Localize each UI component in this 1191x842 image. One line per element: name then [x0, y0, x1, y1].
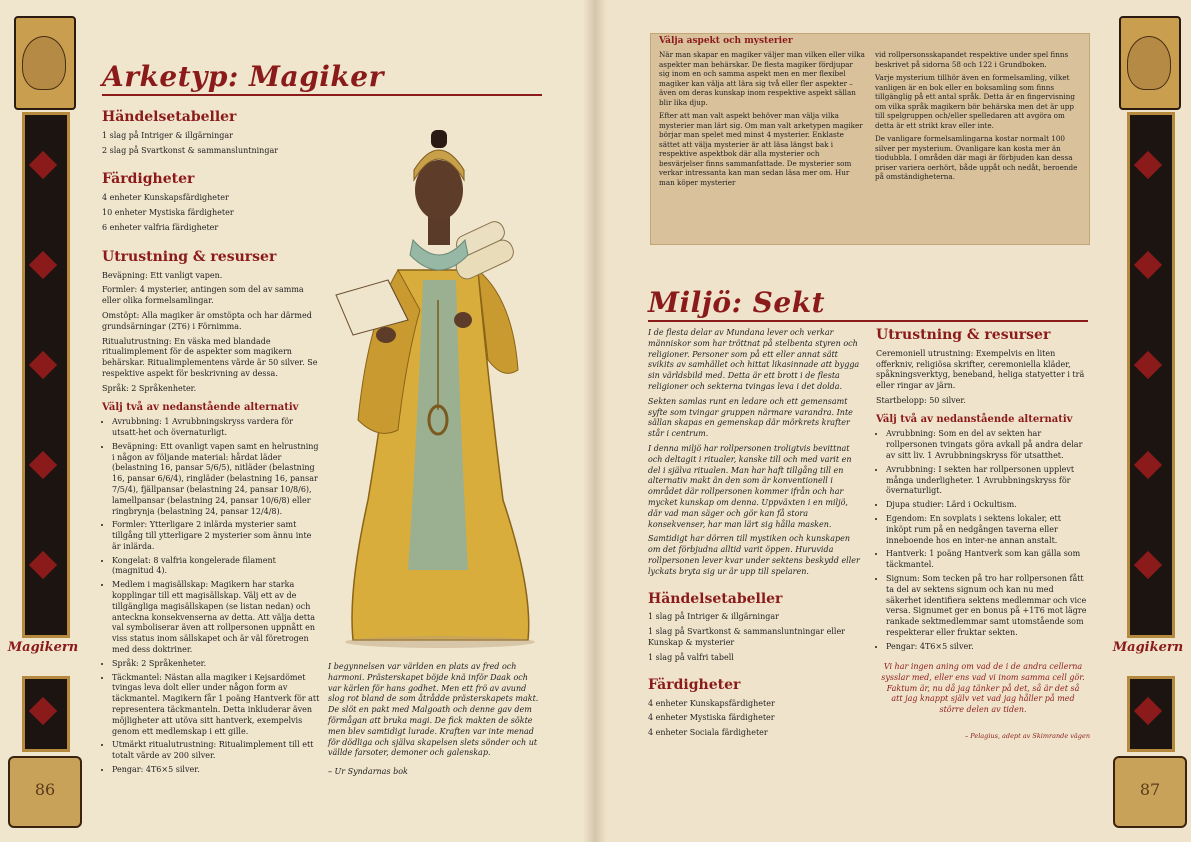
- table-line: 1 slag på valfri tabell: [648, 652, 734, 662]
- equipment-paragraph: Beväpning: Ett vanligt vapen.: [102, 270, 223, 280]
- skill-line: 4 enheter Sociala färdigheter: [648, 728, 768, 738]
- portrait-medallion-icon: [14, 16, 76, 110]
- list-item: • Utmärkt ritualutrustning: Ritualimplement till ett totalt värde av 200 silver.: [112, 740, 320, 762]
- quote-source: – Ur Syndarnas bok: [328, 767, 408, 777]
- skill-line: 4 enheter Kunskapsfärdigheter: [102, 193, 229, 203]
- right-ornamental-border: [1113, 16, 1183, 824]
- quote-text: I begynnelsen var världen en plats av fred och harmoni. Prästerskapet böjde knä inför Daak och var kärlen för hans godhet. Men ett frö av avund slog rot bland de som åtrådde prästerskapets makt. De slöt en pakt med Malgoath och denne gav dem förmågan att bruka magi. De fick makten de sökte men blev samtidigt lurade. Kraften var inte menad för dödliga och själva skapelsen slets sönder och ut vällde farsoter, demoner och galenskap.: [328, 662, 539, 758]
- title-rule: [648, 320, 1088, 322]
- alternatives-heading: Välj två av nedanstående alternativ: [876, 413, 1073, 425]
- table-line: 1 slag på Svartkonst & sammansluntningar eller Kunskap & mysterier: [648, 627, 845, 648]
- alternatives-list: [876, 429, 1088, 652]
- section-heading: Utrustning & resurser: [102, 248, 277, 265]
- page-gutter: [583, 0, 607, 842]
- ornamental-column-lower: [1127, 676, 1175, 752]
- section-title: Miljö: Sekt: [648, 286, 826, 319]
- equipment-paragraph: Omstöpt: Alla magiker är omstöpta och har därmed grundsärningar (2T6) i Förnimma.: [102, 311, 312, 331]
- ornamental-column: [1127, 112, 1175, 638]
- list-item: • Kongelat: 8 valfria kongelerade filament (magnitud 4).: [112, 556, 320, 578]
- left-ornamental-border: [8, 16, 78, 824]
- intro-paragraph: I denna miljö har rollpersonen troligtvis bevittnat och deltagit i ritualer, kanske till och med varit en del i själva ritualen. Man har haft tillgång till en alternativ makt än den som är konventionell i området där rollpersonen kommer ifrån och har mycket kunskap om denna. Uppväxten i en miljö, där vad man säger och gör kan få stora konsekvenser, har man lärt sig hålla masken.: [648, 443, 852, 529]
- box-paragraph: Varje mysterium tillhör även en formelsamling, vilket vanligen är en bok eller en boksamling som finns tillgänglig på ett antal språk. Detta är en fingervisning om vilka språk magikern bör behärska men det är upp till spelgruppen och/eller spelledaren att avgöra om detta är ett strikt krav eller inte.: [875, 73, 1075, 130]
- section-heading: Händelsetabeller: [648, 590, 783, 607]
- table-line: 2 slag på Svartkonst & sammansluntningar: [102, 145, 279, 155]
- equipment-paragraph: Formler: 4 mysterier, antingen som del av samma eller olika formelsamlingar.: [102, 285, 304, 306]
- alternatives-list: [102, 417, 320, 776]
- table-line: 1 slag på Intriger & illgärningar: [102, 130, 233, 140]
- skill-line: 4 enheter Kunskapsfärdigheter: [648, 698, 775, 708]
- box-paragraph: De vanligare formelsamlingarna kostar normalt 100 silver per mysterium. Ovanligare kan kosta mer än tiodubbla. I områden där magi är förbjuden kan dessa priser variera oerhört, både uppåt och nedåt, beroende på omständigheterna.: [875, 134, 1078, 181]
- equipment-paragraph: Ritualutrustning: En väska med blandade ritualimplement för de aspekter som magikern behärskar. Ritualimplementens värde är 50 silver. Se respektive aspekt för beskrivning av dessa.: [102, 336, 318, 379]
- intro-paragraph: Samtidigt har dörren till mystiken och kunskapen om det förbjudna alltid varit öppen. Huruvida rollpersonen lever kvar under sektens beskydd eller lyckats bryta sig ur är upp till spelaren.: [648, 534, 860, 576]
- mage-illustration: [328, 120, 548, 650]
- page-number-plate: [1113, 756, 1187, 828]
- section-heading: Färdigheter: [102, 171, 195, 188]
- sidebar-label: Magikern: [7, 640, 79, 655]
- intro-paragraph: I de flesta delar av Mundana lever och verkar människor som har tröttnat på stelbenta styren och religioner. Personer som på ett eller annat sätt svikits av samhället och hittat likasinnade att bygga sin världsbild med. Detta är ett brott i de flesta religioner och sekterna tvingas leva i det dolda.: [648, 328, 860, 391]
- ornamental-column: [22, 112, 70, 638]
- table-line: 1 slag på Intriger & illgärningar: [648, 612, 779, 622]
- skill-line: 4 enheter Mystiska färdigheter: [648, 713, 775, 723]
- list-item: • Formler: Ytterligare 2 inlärda mysterier samt tillgång till ytterligare 2 mysterier som ännu inte är inlärda.: [112, 520, 320, 552]
- box-paragraph: vid rollpersonsskapandet respektive under spel finns beskrivet på sidorna 58 och 122 i Grundboken.: [875, 50, 1069, 69]
- list-item: • Pengar: 4T6×5 silver.: [112, 765, 320, 776]
- box-paragraph: Efter att man valt aspekt behöver man välja vilka mysterier man lärt sig. Om man valt arketypen magiker börjar man spelet med minst 4 mysterier. Enklaste sättet att välja mysterier är att läsa längst bak i respektive aspektbok där alla mysterier och besvärjelser finns sammanfattade. De mysterier som verkar intressanta kan man sedan läsa mer om. Hur man köper mysterier: [659, 111, 863, 187]
- flavor-quote-red: Vi har ingen aning om vad de i de andra cellerna sysslar med, eller ens vad vi inom samma cell gör. Faktum är, nu då jag tänker på det, så är det så att jag knappt själv vet vad jag håller på med större delen av tiden.: [881, 662, 1085, 715]
- section-heading: Färdigheter: [648, 676, 741, 693]
- alternatives-heading: Välj två av nedanstående alternativ: [102, 401, 299, 413]
- sekt-column-left: [648, 328, 864, 743]
- box-column-1: [659, 50, 865, 191]
- page-number: 87: [1139, 780, 1161, 799]
- ornamental-column-lower: [22, 676, 70, 752]
- section-heading: Händelsetabeller: [102, 109, 237, 125]
- page-number-plate: [8, 756, 82, 828]
- list-item: • Avrubbning: I sekten har rollpersonen upplevt många underligheter. 1 Avrubbningskryss för övernaturligt.: [886, 465, 1088, 497]
- title-rule: [102, 94, 542, 96]
- box-paragraph: När man skapar en magiker väljer man vilken eller vilka aspekter man behärskar. De flesta magiker fördjupar sig inom en och samma aspekt men en mer flexibel magiker kan välja att lära sig två eller fler aspekter – även om deras kunskap inom respektive aspekt sällan blir lika djup.: [659, 50, 865, 107]
- list-item: • Medlem i magisällskap: Magikern har starka kopplingar till ett magisällskap. Välj ett av de tillgängliga magisällskapen (se listan nedan) och anteckna konsekvenserna av detta. Att välja detta val symboliserar även att rollpersonen uppnått en viss status inom sällskapet och är väl företrogen med dess doktriner.: [112, 580, 320, 656]
- sidebar-box: [650, 33, 1090, 245]
- left-column: [102, 98, 320, 779]
- page-title: Arketyp: Magiker: [102, 60, 384, 93]
- intro-paragraph: Sekten samlas runt en ledare och ett gemensamt syfte som tvingar gruppen närmare varandra. Inte sällan skapas en gemenskap där mörkrets krafter står i centrum.: [648, 396, 853, 439]
- page-number: 86: [34, 780, 56, 799]
- flavor-quote: [328, 662, 542, 778]
- list-item: • Täckmantel: Nästan alla magiker i Kejsardömet tvingas leva dolt eller under någon form av täckmantel. Magikern får 1 poäng Hantverk för att representera täckmanteln. Detta inkluderar även möjligheter att utöva sitt hantverk, exempelvis genom ett medlemskap i ett gille.: [112, 673, 320, 738]
- equipment-paragraph: Startbelopp: 50 silver.: [876, 396, 966, 406]
- list-item: • Avrubbning: Som en del av sekten har rollpersonen tvingats göra avkall på andra delar av sitt liv. 1 Avrubbningskryss för utsatthet.: [886, 429, 1088, 461]
- box-column-2: [875, 50, 1083, 186]
- equipment-paragraph: Ceremoniell utrustning: Exempelvis en liten offerkniv, religiösa skrifter, ceremoniella kläder, spåkningsverktyg, beneband, heliga statyetter i trä eller ringar av järn.: [876, 348, 1085, 391]
- list-item: • Språk: 2 Språkenheter.: [112, 659, 320, 670]
- equipment-paragraph: Språk: 2 Språkenheter.: [102, 383, 197, 393]
- quote-attribution: – Pelagius, adept av Skimrande vägen: [964, 732, 1090, 740]
- skill-line: 6 enheter valfria färdigheter: [102, 222, 219, 232]
- portrait-medallion-icon: [1119, 16, 1181, 110]
- sidebar-label: Magikern: [1112, 640, 1184, 655]
- skill-line: 10 enheter Mystiska färdigheter: [102, 208, 234, 218]
- box-title: Välja aspekt och mysterier: [659, 36, 793, 46]
- list-item: • Avrubbning: 1 Avrubbningskryss vardera för utsatt-het och övernaturligt.: [112, 417, 320, 439]
- list-item: • Pengar: 4T6×5 silver.: [886, 642, 1088, 653]
- list-item: • Beväpning: Ett ovanligt vapen samt en helrustning i någon av följande material: hårdat läder (belastning 16, pansar 5/6/5), nitläder (belastning 16, pansar 6/6/4), ringläder (belastning 16, pansar 7/5/4), fjällpansar (belastning 24, pansar 10/8/6), lamellpansar (belastning 24, pansar 10/6/8) eller ringbrynja (belastning 24, pansar 12/4/8).: [112, 442, 320, 518]
- sekt-column-right: [876, 326, 1088, 656]
- list-item: • Hantverk: 1 poäng Hantverk som kan gälla som täckmantel.: [886, 549, 1088, 571]
- section-heading: Utrustning & resurser: [876, 327, 1051, 343]
- list-item: • Egendom: En sovplats i sektens lokaler, ett inköpt rum på en nedgången taverna eller inneboende hos en inter-ne annan anstalt.: [886, 514, 1088, 546]
- list-item: • Signum: Som tecken på tro har rollpersonen fått ta del av sektens signum och kan nu med säkerhet identifiera sektens medlemmar och vice versa. Signumet ger en bonus på +1T6 mot lägre rankade sektmedlemmar samt utomstående som respekterar eller fruktar sekten.: [886, 574, 1088, 639]
- list-item: • Djupa studier: Lärd i Ockultism.: [886, 500, 1088, 511]
